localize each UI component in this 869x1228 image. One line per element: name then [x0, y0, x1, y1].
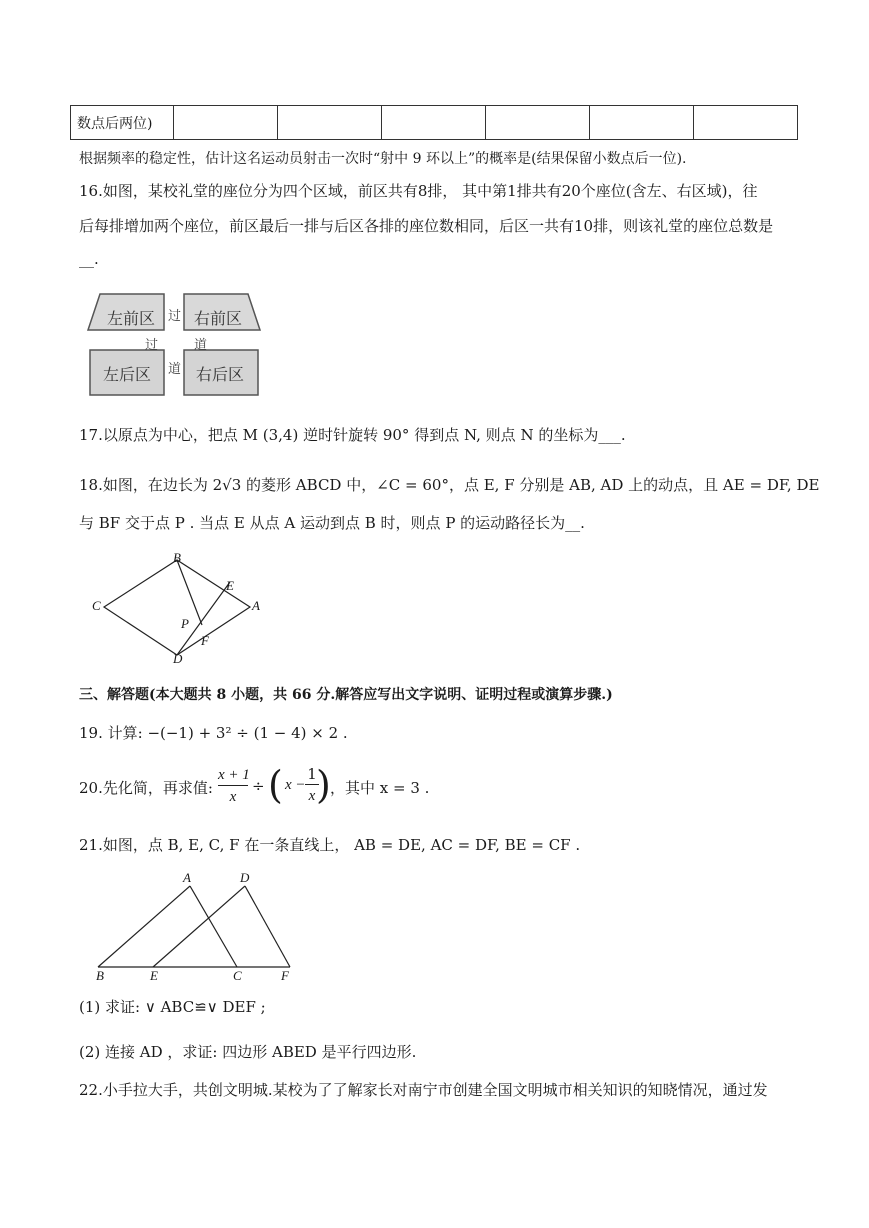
fraction-1-denominator: x	[229, 789, 237, 805]
aisle-label: 道	[168, 362, 182, 377]
label-E: E	[150, 968, 158, 983]
table-cell	[382, 106, 486, 140]
aisle-label: 道	[194, 338, 208, 353]
fraction-2-denominator: x	[308, 788, 316, 804]
table-cell	[278, 106, 382, 140]
aisle-label: 过	[145, 338, 159, 353]
q21-line1: 21.如图，点 B, E, C, F 在一条直线上， AB = DE, AC = DF, BE = CF .	[79, 836, 581, 854]
q20-divide: ÷	[252, 777, 265, 795]
right-front-label: 右前区	[194, 309, 243, 328]
q21-sub2: (2) 连接 AD ，求证: 四边形 ABED 是平行四边形.	[79, 1043, 417, 1061]
left-front-label: 左前区	[107, 309, 156, 328]
table-cell	[590, 106, 694, 140]
q15-tail-text: 根据频率的稳定性，估计这名运动员射击一次时“射中 9 环以上”的概率是(结果保留小数点后一位).	[79, 151, 687, 167]
label-P: P	[181, 616, 189, 631]
label-E: E	[226, 578, 234, 593]
fraction-1-numerator: x + 1	[218, 767, 250, 783]
fraction-1	[218, 764, 248, 807]
q16-line1: 16.如图，某校礼堂的座位分为四个区域，前区共有8排， 其中第1排共有20个座位(含左、右区域)，往	[79, 182, 758, 200]
label-D: D	[240, 870, 250, 885]
aisle-label: 过	[168, 309, 182, 324]
table-cell	[486, 106, 590, 140]
q16-line3: __.	[79, 250, 99, 268]
label-B: B	[96, 968, 104, 983]
table-cell	[174, 106, 278, 140]
label-D: D	[173, 651, 183, 666]
left-back-label: 左后区	[103, 365, 152, 384]
q20-paren-left: x −	[285, 777, 306, 793]
q20-prefix: 20.先化简，再求值:	[79, 779, 213, 797]
q16-line2: 后每排增加两个座位，前区最后一排与后区各排的座位数相同，后区一共有10排，则该礼堂的座位总数是	[79, 217, 774, 235]
right-back-label: 右后区	[196, 365, 245, 384]
section-3-heading: 三、解答题(本大题共 8 小题，共 66 分.解答应写出文字说明、证明过程或演算步骤.)	[79, 687, 613, 703]
q20-suffix: ，其中 x = 3 .	[330, 779, 430, 797]
label-F: F	[281, 968, 289, 983]
triangles-shapes	[90, 870, 300, 985]
q17-text: 17.以原点为中心，把点 M (3,4) 逆时针旋转 90° 得到点 N, 则点 N 的坐标为___.	[79, 426, 626, 444]
q18-line2: 与 BF 交于点 P . 当点 E 从点 A 运动到点 B 时，则点 P 的运动路径长为__.	[79, 514, 585, 532]
table-row	[71, 106, 798, 140]
q21-sub1: (1) 求证: ∨ ABC≌∨ DEF ;	[79, 998, 266, 1016]
label-A: A	[183, 870, 191, 885]
right-paren: )	[316, 763, 331, 807]
q19-text: 19. 计算: −(−1) + 3² ÷ (1 − 4) × 2 .	[79, 724, 348, 742]
table-cell	[694, 106, 798, 140]
q22-text: 22.小手拉大手，共创文明城.某校为了了解家长对南宁市创建全国文明城市相关知识的知晓情况，通过发	[79, 1081, 768, 1099]
label-A: A	[252, 598, 260, 613]
frequency-table	[70, 105, 798, 140]
label-B: B	[173, 550, 181, 565]
q18-line1: 18.如图，在边长为 2√3 的菱形 ABCD 中，∠C = 60°，点 E, F 分别是 AB, AD 上的动点，且 AE = DF, DE	[79, 476, 820, 494]
left-paren: (	[268, 763, 283, 807]
fraction-2-numerator: 1	[305, 764, 319, 785]
label-F: F	[201, 633, 209, 648]
label-C: C	[92, 598, 101, 613]
table-cell: 数点后两位)	[71, 106, 174, 140]
label-C: C	[233, 968, 242, 983]
